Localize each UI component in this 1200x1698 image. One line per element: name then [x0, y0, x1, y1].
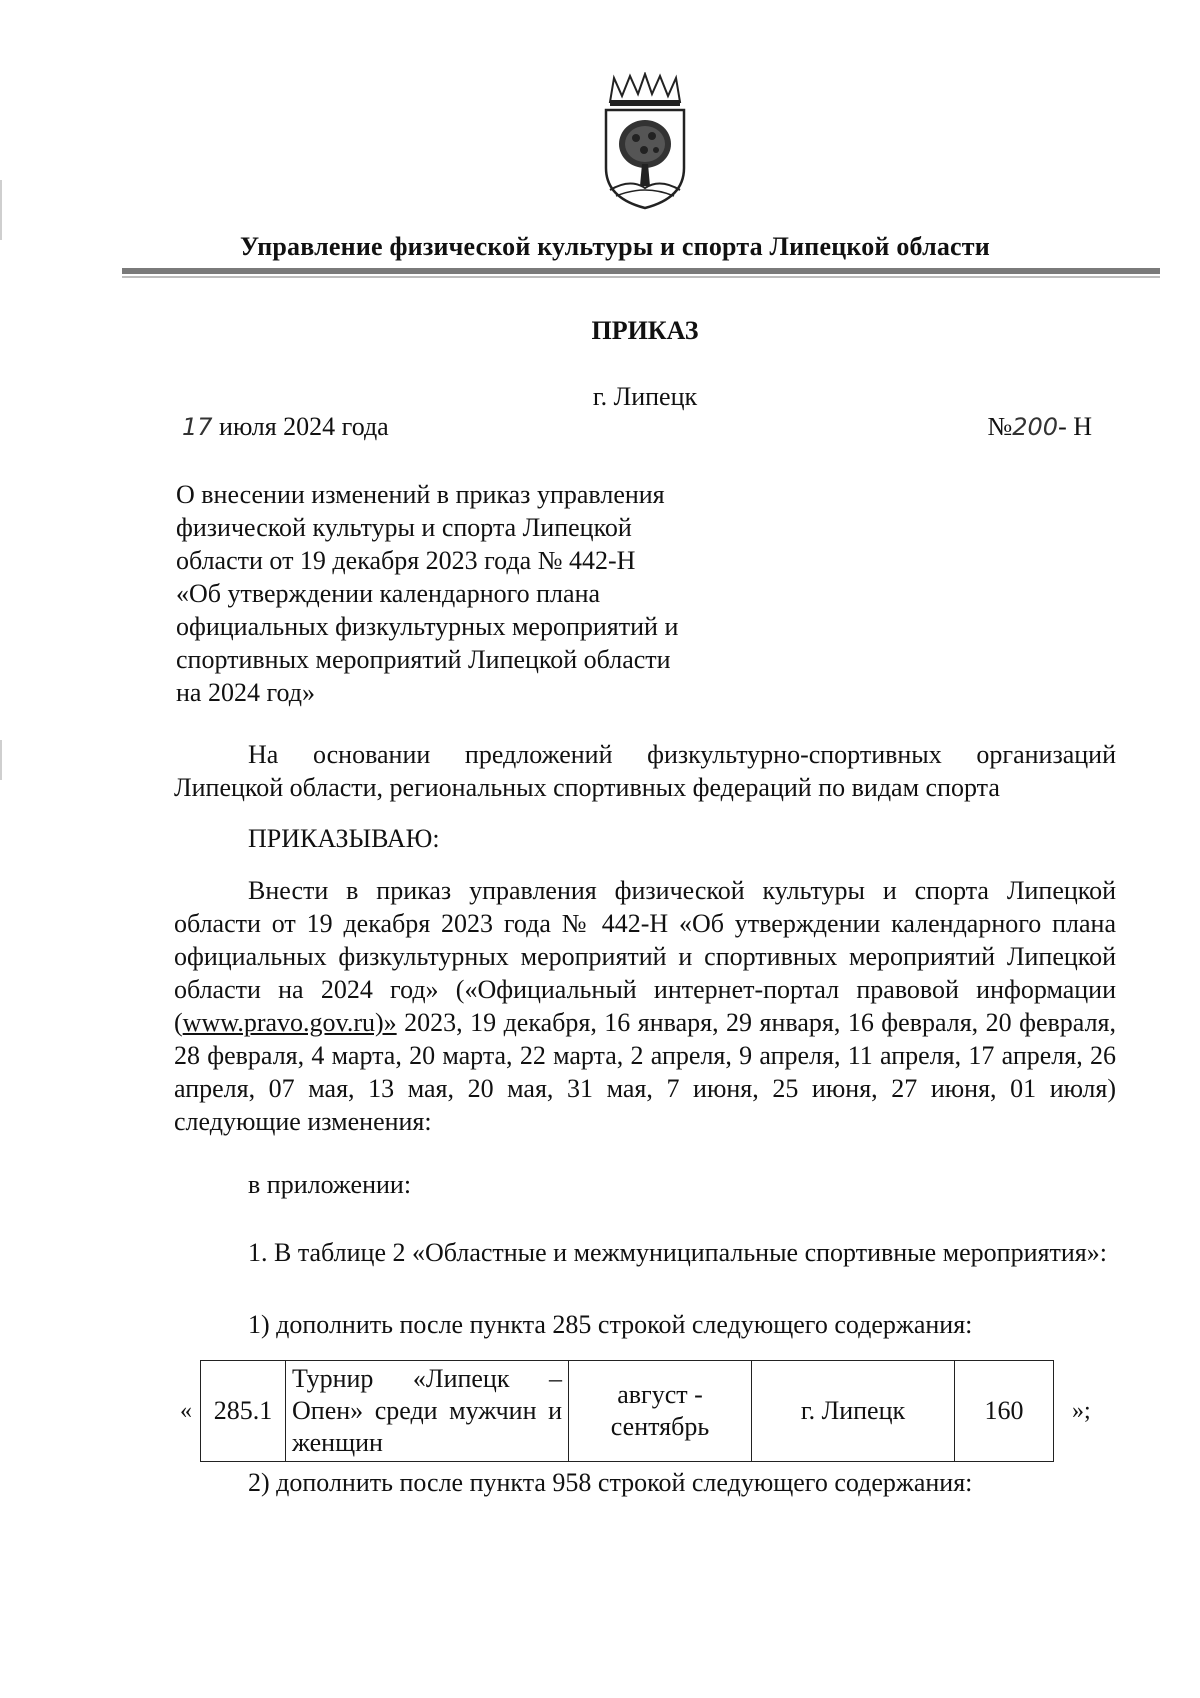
main-text-end: 2023, 19 декабря, 16 января, 29 января, 16 февраля, 20 февраля, 28 февраля, 4 марта, 20 марта, 22 марта, 2 апреля, 9 апреля, 11 апреля, 17 апреля, 26 апреля, 07 мая, 13 мая, 20 мая, 31 мая, 7 июня, 25 июня, 27 июня, 01 июля) следующие изменения: — [174, 1008, 1116, 1136]
subject-line: спортивных мероприятий Липецкой области — [176, 645, 671, 674]
appendix-paragraph: в приложении: — [248, 1170, 412, 1199]
subject-line: официальных физкультурных мероприятий и — [176, 612, 679, 641]
subject-line: на 2024 год» — [176, 678, 315, 707]
subject-line: «Об утверждении календарного плана — [176, 579, 601, 608]
number-suffix: - Н — [1058, 412, 1092, 441]
amendment-table-block — [176, 1360, 1106, 1460]
cell-event-name: Турнир «Липецк – Опен» среди мужчин и женщин — [286, 1361, 569, 1462]
main-text-start: Внести в приказ управления физической культуры и спорта Липецкой области от 19 декабря 2023 года № 442-Н «Об утверждении календарного плана официальных физкультурных мероприятий и спортивных мероприятий Липецкой области на 2024 год» («Официальный интернет-портал правовой информации ( — [174, 876, 1116, 1037]
handwritten-day: 17 — [182, 413, 213, 441]
subject-line: физической культуры и спорта Липецкой — [176, 513, 632, 542]
main-paragraph — [174, 874, 1116, 1138]
document-number — [987, 412, 1092, 442]
scan-edge-mark — [0, 740, 2, 780]
pravo-gov-link[interactable]: www.pravo.gov.ru)» — [182, 1008, 397, 1037]
handwritten-number: 200 — [1012, 413, 1059, 441]
number-prefix: № — [987, 412, 1013, 441]
header-divider — [122, 268, 1160, 274]
subject-line: области от 19 декабря 2023 года № 442-Н — [176, 546, 636, 575]
document-city: г. Липецк — [592, 382, 698, 411]
basis-paragraph: На основании предложений физкультурно-спортивных организаций Липецкой области, региональных спортивных федераций по видам спорта — [174, 740, 1116, 802]
cell-participants: 160 — [955, 1361, 1054, 1462]
table-close-quote: »; — [1072, 1398, 1091, 1424]
subject-line: О внесении изменений в приказ управления — [176, 480, 665, 509]
subitem-2-paragraph: 2) дополнить после пункта 958 строкой следующего содержания: — [248, 1468, 973, 1497]
cell-period: август - сентябрь — [569, 1361, 752, 1462]
document-subject — [176, 478, 736, 709]
subitem-1-paragraph: 1) дополнить после пункта 285 строкой следующего содержания: — [248, 1310, 973, 1339]
header-divider-thin — [122, 276, 1160, 278]
amendment-table — [200, 1360, 1054, 1462]
date-rest: июля 2024 года — [219, 412, 389, 441]
document-date — [182, 412, 389, 442]
table-row — [201, 1361, 1054, 1462]
item-1-paragraph: 1. В таблице 2 «Областные и межмуниципальные спортивные мероприятия»: — [248, 1238, 1107, 1267]
cell-place: г. Липецк — [752, 1361, 955, 1462]
table-open-quote: « — [180, 1398, 192, 1424]
document-kind: ПРИКАЗ — [591, 316, 699, 345]
scan-edge-mark — [0, 180, 2, 240]
cell-number: 285.1 — [201, 1361, 286, 1462]
organization-title: Управление физической культуры и спорта Липецкой области — [240, 232, 990, 261]
lipetsk-coat-of-arms-icon — [600, 72, 690, 212]
order-word: ПРИКАЗЫВАЮ: — [248, 824, 440, 853]
